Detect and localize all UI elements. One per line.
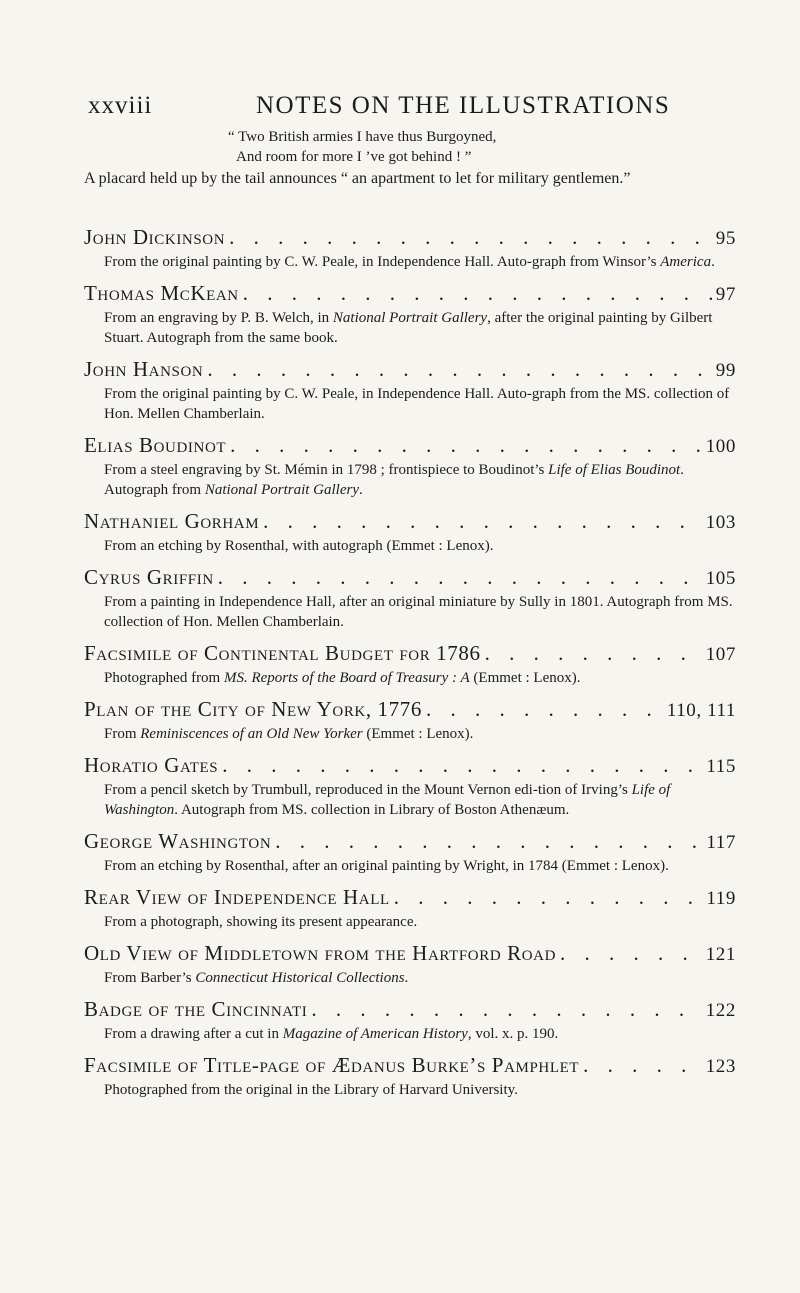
entry-page-number: 117	[706, 832, 736, 853]
entry-page-number: 110, 111	[666, 700, 736, 721]
description-text: From an etching by Rosenthal, after an original painting by Wright, in 1784 (Emmet : Lenox).	[104, 858, 669, 874]
list-item	[84, 752, 736, 820]
description-text: From a steel engraving by St. Mémin in 1798 ; frontispiece to Boudinot’s	[104, 462, 549, 478]
entry-title-row	[84, 432, 736, 460]
entry-title: Elias Boudinot	[84, 433, 227, 457]
list-item	[84, 432, 736, 500]
entry-page-number: 99	[715, 360, 736, 381]
entry-title: Badge of the Cincinnati	[84, 997, 308, 1021]
italic-title-text: Reminiscences of an Old New Yorker	[140, 726, 363, 742]
entry-page-number: 121	[705, 944, 736, 965]
entry-title: Nathaniel Gorham	[84, 509, 260, 533]
entry-title-row	[84, 280, 736, 308]
dot-leader	[485, 640, 702, 666]
description-text: . Autograph from MS. collection in Library of Boston Athenæum.	[174, 802, 570, 818]
description-text: (Emmet : Lenox).	[362, 726, 474, 742]
dot-leader	[207, 356, 711, 382]
italic-title-text: Life of Washington	[104, 782, 671, 818]
entry-title-row	[84, 996, 736, 1024]
entry-description	[84, 1080, 736, 1100]
description-text: .	[404, 970, 409, 986]
description-text: , vol. x. p. 190.	[467, 1026, 559, 1042]
entry-description	[84, 968, 736, 988]
dot-leader	[275, 828, 702, 854]
italic-title-text: Life of Elias Boudinot	[548, 462, 681, 478]
list-item	[84, 940, 736, 988]
entry-description	[84, 912, 736, 932]
entry-title: Horatio Gates	[84, 753, 219, 777]
entry-description	[84, 252, 736, 272]
italic-title-text: MS. Reports of the Board of Treasury : A	[223, 670, 470, 686]
entry-description	[84, 592, 736, 632]
entry-page-number: 105	[705, 568, 736, 589]
dot-leader	[583, 1052, 702, 1078]
entry-title: Old View of Middletown from the Hartford Road	[84, 941, 557, 965]
entry-title-row	[84, 828, 736, 856]
list-item	[84, 996, 736, 1044]
description-text: Photographed from	[104, 670, 224, 686]
description-text: From Barber’s	[104, 970, 196, 986]
entry-title: John Dickinson	[84, 225, 226, 249]
italic-title-text: National Portrait Gallery	[204, 482, 359, 498]
entry-title: John Hanson	[84, 357, 204, 381]
running-title: NOTES ON THE ILLUSTRATIONS	[256, 92, 671, 119]
dot-leader	[426, 696, 663, 722]
entry-title-row	[84, 884, 736, 912]
list-item	[84, 224, 736, 272]
entry-page-number: 103	[705, 512, 736, 533]
list-item	[84, 508, 736, 556]
italic-title-text: Magazine of American History	[282, 1026, 468, 1042]
entry-description	[84, 856, 736, 876]
description-text: From the original painting by C. W. Peale, in Independence Hall. Auto-graph from Winsor’s	[104, 254, 661, 270]
description-text: From an engraving by P. B. Welch, in	[104, 310, 333, 326]
entry-description	[84, 780, 736, 820]
entry-title-row	[84, 1052, 736, 1080]
entry-title: Cyrus Griffin	[84, 565, 214, 589]
dot-leader	[229, 224, 712, 250]
dot-leader	[560, 940, 702, 966]
entry-page-number: 95	[715, 228, 736, 249]
description-text: From	[104, 726, 141, 742]
entry-description	[84, 724, 736, 744]
entry-title-row	[84, 508, 736, 536]
page-header	[88, 92, 728, 126]
entry-page-number: 115	[706, 756, 736, 777]
entry-description	[84, 668, 736, 688]
entry-description	[84, 1024, 736, 1044]
entry-description	[84, 384, 736, 424]
entry-title: George Washington	[84, 829, 272, 853]
list-item	[84, 828, 736, 876]
illustration-list	[84, 224, 736, 1108]
italic-title-text: America	[660, 254, 712, 270]
entry-title-row	[84, 356, 736, 384]
description-text: .	[711, 254, 715, 270]
description-text: From an etching by Rosenthal, with autograph (Emmet : Lenox).	[104, 538, 494, 554]
entry-page-number: 123	[705, 1056, 736, 1077]
entry-page-number: 119	[706, 888, 736, 909]
entry-title: Rear View of Independence Hall	[84, 885, 390, 909]
dot-leader	[311, 996, 701, 1022]
italic-title-text: Connecticut Historical Collections	[195, 970, 405, 986]
list-item	[84, 280, 736, 348]
entry-title-row	[84, 564, 736, 592]
list-item	[84, 1052, 736, 1100]
list-item	[84, 356, 736, 424]
description-text: From a pencil sketch by Trumbull, reproduced in the Mount Vernon edi-tion of Irving’s	[104, 782, 632, 798]
verse-quote	[228, 127, 496, 167]
description-text: From the original painting by C. W. Peale, in Independence Hall. Auto-graph from the MS. collection of Hon. Mellen Chamberlain.	[104, 386, 730, 422]
dot-leader	[230, 432, 702, 458]
description-text: From a drawing after a cut in	[104, 1026, 283, 1042]
entry-title: Facsimile of Continental Budget for 1786	[84, 641, 481, 665]
entry-description	[84, 308, 736, 348]
description-text: , after the original painting by Gilbert Stuart. Autograph from the same book.	[104, 310, 713, 346]
page-number: xxviii	[88, 92, 153, 119]
description-text: .	[358, 482, 363, 498]
entry-description	[84, 460, 736, 500]
entry-title-row	[84, 752, 736, 780]
dot-leader	[218, 564, 702, 590]
dot-leader	[222, 752, 702, 778]
entry-title: Thomas McKean	[84, 281, 239, 305]
entry-title: Facsimile of Title-page of Ædanus Burke’s Pamphlet	[84, 1053, 580, 1077]
description-text: (Emmet : Lenox).	[469, 670, 581, 686]
list-item	[84, 884, 736, 932]
verse-line: And room for more I ’ve got behind ! ”	[236, 149, 472, 165]
dot-leader	[394, 884, 703, 910]
description-text: Photographed from the original in the Library of Harvard University.	[104, 1082, 518, 1098]
intro-paragraph: A placard held up by the tail announces “ an apartment to let for military gentlemen.”	[84, 170, 631, 187]
entry-page-number: 107	[705, 644, 736, 665]
entry-title-row	[84, 224, 736, 252]
entry-title: Plan of the City of New York, 1776	[84, 697, 422, 721]
list-item	[84, 564, 736, 632]
description-text: From a photograph, showing its present appearance.	[104, 914, 418, 930]
list-item	[84, 640, 736, 688]
entry-description	[84, 536, 736, 556]
entry-page-number: 122	[705, 1000, 736, 1021]
entry-page-number: 100	[705, 436, 736, 457]
entry-title-row	[84, 696, 736, 724]
list-item	[84, 696, 736, 744]
dot-leader	[263, 508, 702, 534]
verse-line: “ Two British armies I have thus Burgoyned,	[228, 129, 497, 145]
entry-page-number: 97	[715, 284, 736, 305]
italic-title-text: National Portrait Gallery	[332, 310, 488, 326]
dot-leader	[243, 280, 712, 306]
entry-title-row	[84, 640, 736, 668]
description-text: . Autograph from	[104, 462, 684, 498]
entry-title-row	[84, 940, 736, 968]
description-text: From a painting in Independence Hall, after an original miniature by Sully in 1801. Autograph from MS. collection of Hon. Mellen Chamberlain.	[104, 594, 733, 630]
